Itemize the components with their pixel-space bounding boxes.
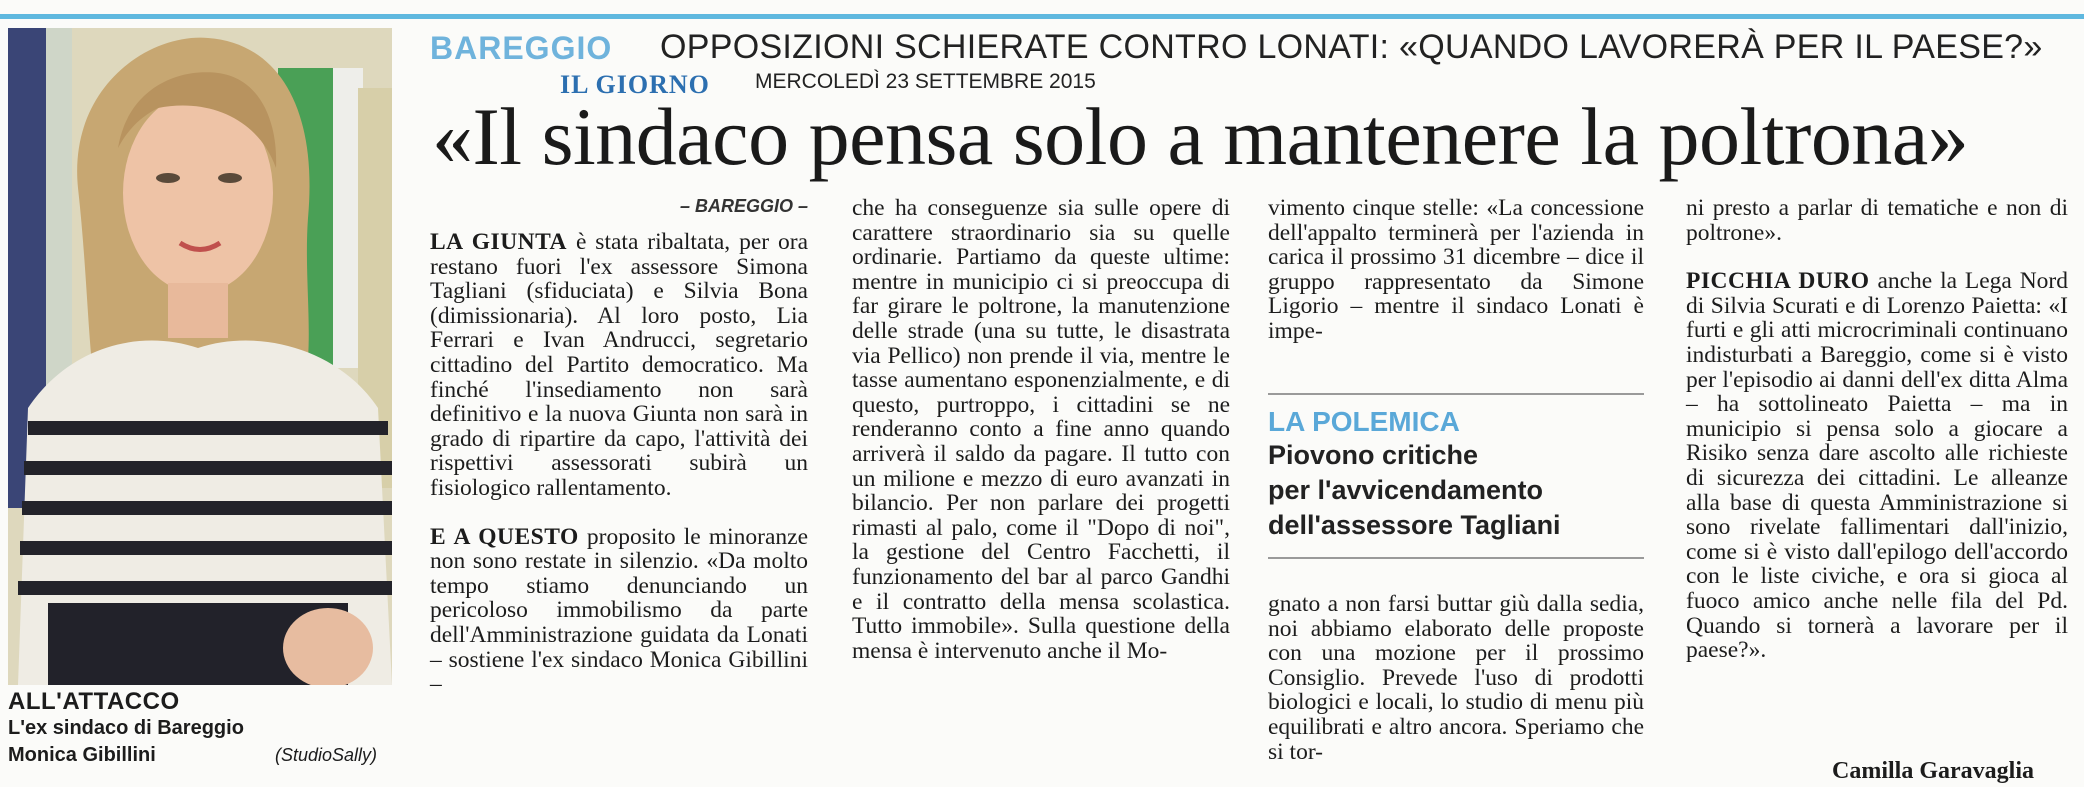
paragraph-text: proposito le minoranze non sono restate in silenzio. «Da molto tempo stiamo denunciando un pericoloso immobilismo da parte dell'Amministrazione guidata da Lonati – sostiene l'ex sindaco Monica Gibillini – <box>430 523 808 698</box>
article-column-2 <box>852 196 1230 663</box>
top-rule <box>0 14 2084 19</box>
paragraph: ni presto a parlar di tematiche e non di poltrone». <box>1686 195 2068 246</box>
section-place: BAREGGIO <box>430 30 613 66</box>
portrait-photo <box>8 28 392 685</box>
newspaper-masthead: IL GIORNO <box>560 70 710 99</box>
author-signature: Camilla Garavaglia <box>1832 758 2034 784</box>
paragraph-text: è stata ribaltata, per ora restano fuori l'ex assessore Simona Tagliani (sfiduciata) e Silvia Bona (dimissionaria). Al loro posto, Lia Ferrari e Ivan Andrucci, segretario cittadino del Partito democratico. Ma finché l'insediamento non sarà definitivo e la nuova Giunta non sarà in grado di ripartire da capo, l'attività dei rispettivi assessorati subirà un fisiologico rallentamento. <box>430 229 808 501</box>
sidebar-title-line: dell'assessore Tagliani <box>1268 510 1561 540</box>
photo-caption-title: ALL'ATTACCO <box>8 688 180 715</box>
sidebar-title-line: Piovono critiche <box>1268 440 1479 470</box>
photo-caption-line: Monica Gibillini <box>8 744 156 766</box>
headline: «Il sindaco pensa solo a mantenere la poltrona» <box>432 91 1969 182</box>
sidebar-title-line: per l'avvicendamento <box>1268 475 1544 505</box>
sidebar-title <box>1268 438 1561 543</box>
photo-credit: (StudioSally) <box>275 745 378 765</box>
publication-date: MERCOLEDÌ 23 SETTEMBRE 2015 <box>755 70 1096 93</box>
kicker: OPPOSIZIONI SCHIERATE CONTRO LONATI: «QUANDO LAVORERÀ PER IL PAESE?» <box>660 28 2043 66</box>
paragraph-lead: E A QUESTO <box>430 523 579 550</box>
dateline: – BAREGGIO – <box>680 196 809 216</box>
article-column-3-bottom <box>1268 592 1644 764</box>
article-column-1 <box>430 230 808 697</box>
paragraph <box>430 230 808 501</box>
paragraph: che ha conseguenze sia sulle opere di carattere straordinario sia su quelle ordinarie. Partiamo da queste ultime: mentre in municipio ci si preoccupa di far girare le poltrone, la manutenzione delle strade (una su tutte, le disastrata via Pellico) non prende il via, mentre le tasse aumentano esponenzialmente, e di questo, purtroppo, i cittadini se ne renderanno conto a fine anno quando arriverà il saldo da pagare. Il tutto con un milione e mezzo di euro avanzati in bilancio. Per non parlare dei progetti rimasti al palo, come il "Dopo di noi", la gestione del Centro Facchetti, il funzionamento del bar al parco Gandhi e il contratto della mensa scolastica. Tutto immobile». Sulla questione della mensa è intervenuto anche il Mo- <box>852 195 1230 664</box>
paragraph <box>1686 269 2068 663</box>
box-rule-bottom <box>1268 557 1644 559</box>
sidebar-kicker: LA POLEMICA <box>1268 406 1460 437</box>
paragraph: vimento cinque stelle: «La concessione dell'appalto terminerà per l'azienda in carica il prossimo 31 dicembre – dice il gruppo rappresentato da Simone Ligorio – mentre il sindaco Lonati è impe- <box>1268 195 1644 344</box>
photo-caption-line: L'ex sindaco di Bareggio <box>8 717 244 739</box>
photo-caption <box>8 715 244 769</box>
paragraph-text: anche la Lega Nord di Silvia Scurati e di Lorenzo Paietta: «I furti e gli atti microcriminali continuano indisturbati a Bareggio, come si è visto per l'episodio ai danni dell'ex ditta Alma – ha sottolineato Paietta – ma in municipio si pensa solo a giocare a Risiko senza dare ascolto alle richieste di sicurezza dei cittadini. Le alleanze alla base di questa Amministrazione si sono rivelate fallimentari dall'inizio, come si è visto dall'epilogo dell'accordo con le liste civiche, e ora si gioca al fuoco amico anche nelle fila del Pd. Quando si tornerà a lavorare per il paese?». <box>1686 268 2069 664</box>
article-column-3-top <box>1268 196 1644 344</box>
paragraph-lead: PICCHIA DURO <box>1686 268 1870 295</box>
paragraph: gnato a non farsi buttar giù dalla sedia, noi abbiamo elaborato delle proposte con una mozione per il prossimo Consiglio. Prevede l'uso di prodotti biologici e locali, lo studio di menu più equilibrati e altro ancora. Speriamo che si tor- <box>1268 591 1644 765</box>
article-column-4 <box>1686 196 2068 663</box>
paragraph-lead: LA GIUNTA <box>430 229 568 255</box>
box-rule-top <box>1268 393 1644 395</box>
paragraph <box>430 525 808 697</box>
